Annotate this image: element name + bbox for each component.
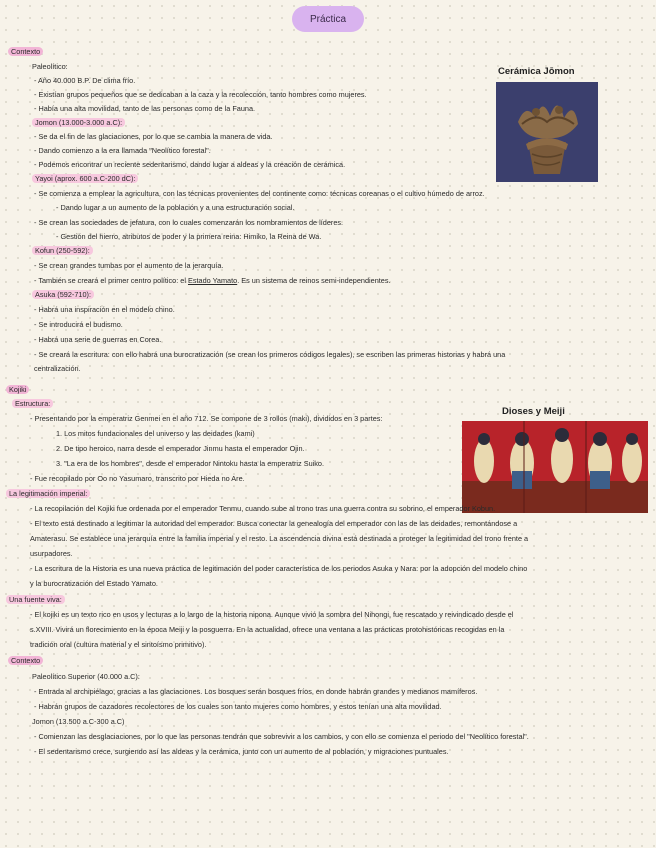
text-line: - Comienzan las desglaciaciones, por lo que las personas tendrán que sobrevivir a los cambios, y con ello se comienza el periodo del "Neolítico forestal". xyxy=(34,732,529,741)
text-line: - Se creará la escritura: con ello habrá una burocratización (se crean los primeros códigos legales), se escriben las primeras historias y habrá una xyxy=(34,350,506,359)
dioses-figure-title: Dioses y Meiji xyxy=(502,406,565,417)
text-line: 1. Los mitos fundacionales del universo y las deidades (kami) xyxy=(56,429,255,438)
text-line: - El kojiki es un texto rico en usos y lecturas a lo largo de la historia nipona. Aunque vivió la sombra del Nihongi, fue rescatado y reivindicado desde el xyxy=(30,610,514,619)
text-line: - Había una alta movilidad, tanto de las personas como de la Fauna. xyxy=(34,104,256,113)
subheading-kofun: Kofun (250-592): xyxy=(32,246,93,255)
subheading-paleolitico: Paleolítico: xyxy=(32,62,68,71)
text-line: 3. "La era de los hombres", desde el emperador Nintoku hasta la emperatriz Suiko. xyxy=(56,459,325,468)
text-line: usurpadores. xyxy=(30,549,73,558)
text-line: Amaterasu. Se establece una jerarquía entre la familia imperial y el resto. La ascendencia divina está destinada a proteger la legitimidad del trono frente a xyxy=(30,534,529,543)
text-line: - Se comienza a emplear la agricultura, con las técnicas provenientes del continente como: técnicas coreanas o el cultivo húmedo de arroz. xyxy=(34,189,485,198)
subheading-asuka: Asuka (592-710): xyxy=(32,290,94,299)
text-line: - Presentando por la emperatriz Genmei en el año 712. Se compone de 3 rollos (maki), divididos en 3 partes: xyxy=(30,414,383,423)
jomon-figure-title: Cerámica Jōmon xyxy=(498,66,575,77)
subheading-legitimacion: La legitimación imperial: xyxy=(6,489,90,498)
text-line: - Habrá una serie de guerras en Corea. xyxy=(34,335,162,344)
text-line: - Entrada al archipiélago, gracias a las glaciaciones. Los bosques serán bosques fríos, en donde habrán grandes y medianos mamíferos. xyxy=(34,687,478,696)
dioses-meiji-image xyxy=(462,421,648,513)
text-line: - El texto está destinado a legitimar la autoridad del emperador. Busca conectar la genealogía del emperador con las de las deidades, remontándose a xyxy=(30,519,518,528)
text-line: - Se da el fin de las glaciaciones, por lo que se cambia la manera de vida. xyxy=(34,132,273,141)
text-line: - Existían grupos pequeños que se dedicaban a la caza y la recolección, tanto hombres como mujeres. xyxy=(34,90,367,99)
subheading-yayoi: Yayoi (aprox. 600 a.C-200 dC): xyxy=(32,174,138,183)
section-heading-kojiki: Kojiki xyxy=(6,385,29,394)
jomon-pottery-image xyxy=(496,82,598,182)
text-line: - El sedentarismo crece, surgiendo así las aldeas y la cerámica, junto con un aumento de al población, y migraciones puntuales. xyxy=(34,747,449,756)
subheading-jomon: Jomon (13.000-3.000 a.C): xyxy=(32,118,125,127)
subheading-fuente-viva: Una fuente viva: xyxy=(6,595,65,604)
subheading-estructura: Estructura: xyxy=(12,399,53,408)
text-line: s.XVIII. Vivirá un florecimiento en la época Meiji y la posguerra. En la actualidad, ofrece una ventana a las prácticas protohistóricas recogidas en la xyxy=(30,625,505,634)
text-line: 2. De tipo heroico, narra desde el emperador Jinmu hasta el emperador Ojin. xyxy=(56,444,305,453)
text-line: - Dando lugar a un aumento de la población y a una estructuración social. xyxy=(56,203,295,212)
text-line: - Gestión del hierro, atributos de poder y la primera reina: Himiko, la Reina de Wa. xyxy=(56,232,322,241)
text-line: tradición oral (cultura material y el sintoísmo primitivo). xyxy=(30,640,207,649)
text-line: - Se introducirá el budismo. xyxy=(34,320,123,329)
subheading-paleolitico-superior: Paleolítico Superior (40.000 a.C): xyxy=(32,672,140,681)
section-heading-contexto: Contexto xyxy=(8,47,43,56)
text-line: - Se crean las sociedades de jefatura, con lo cuales comenzarán los nombramientos de líderes. xyxy=(34,218,344,227)
text-line: - Habrán grupos de cazadores recolectores de los cuales son tanto mujeres como hombres, y estos tenían una alta movilidad. xyxy=(34,702,442,711)
text-line: - La recopilación del Kojiki fue ordenada por el emperador Tenmu, cuando sube al trono tras una guerra contra su sobrino, el emperador Kobun. xyxy=(30,504,496,513)
text-line: - Fue recopilado por Oo no Yasumaro, transcrito por Hieda no Are. xyxy=(30,474,245,483)
text-line: centralización. xyxy=(34,364,81,373)
text-line: - Se crean grandes tumbas por el aumento de la jerarquía. xyxy=(34,261,224,270)
text-line: y la burocratización del Estado Yamato. xyxy=(30,579,158,588)
text-line: - La escritura de la Historia es una nueva práctica de legitimación del poder característica de los periodos Asuka y Nara: por la adopción del modelo chino xyxy=(30,564,528,573)
text-line: - Habrá una inspiración en el modelo chino. xyxy=(34,305,175,314)
text-line: - Año 40.000 B.P. De clima frío. xyxy=(34,76,136,85)
text-line: - Podemos encontrar un reciente sedentarismo, dando lugar a aldeas y la creación de cerámica. xyxy=(34,160,346,169)
text-line: - Dando comienzo a la era llamada "Neolítico forestal". xyxy=(34,146,211,155)
subheading-jomon-2: Jomon (13.500 a.C-300 a.C) xyxy=(32,717,125,726)
section-heading-contexto-2: Contexto xyxy=(8,656,43,665)
text-line: - También se creará el primer centro político: el Estado Yamato. Es un sistema de reinos semi-independientes. xyxy=(34,276,391,285)
page-title: Práctica xyxy=(292,6,364,32)
